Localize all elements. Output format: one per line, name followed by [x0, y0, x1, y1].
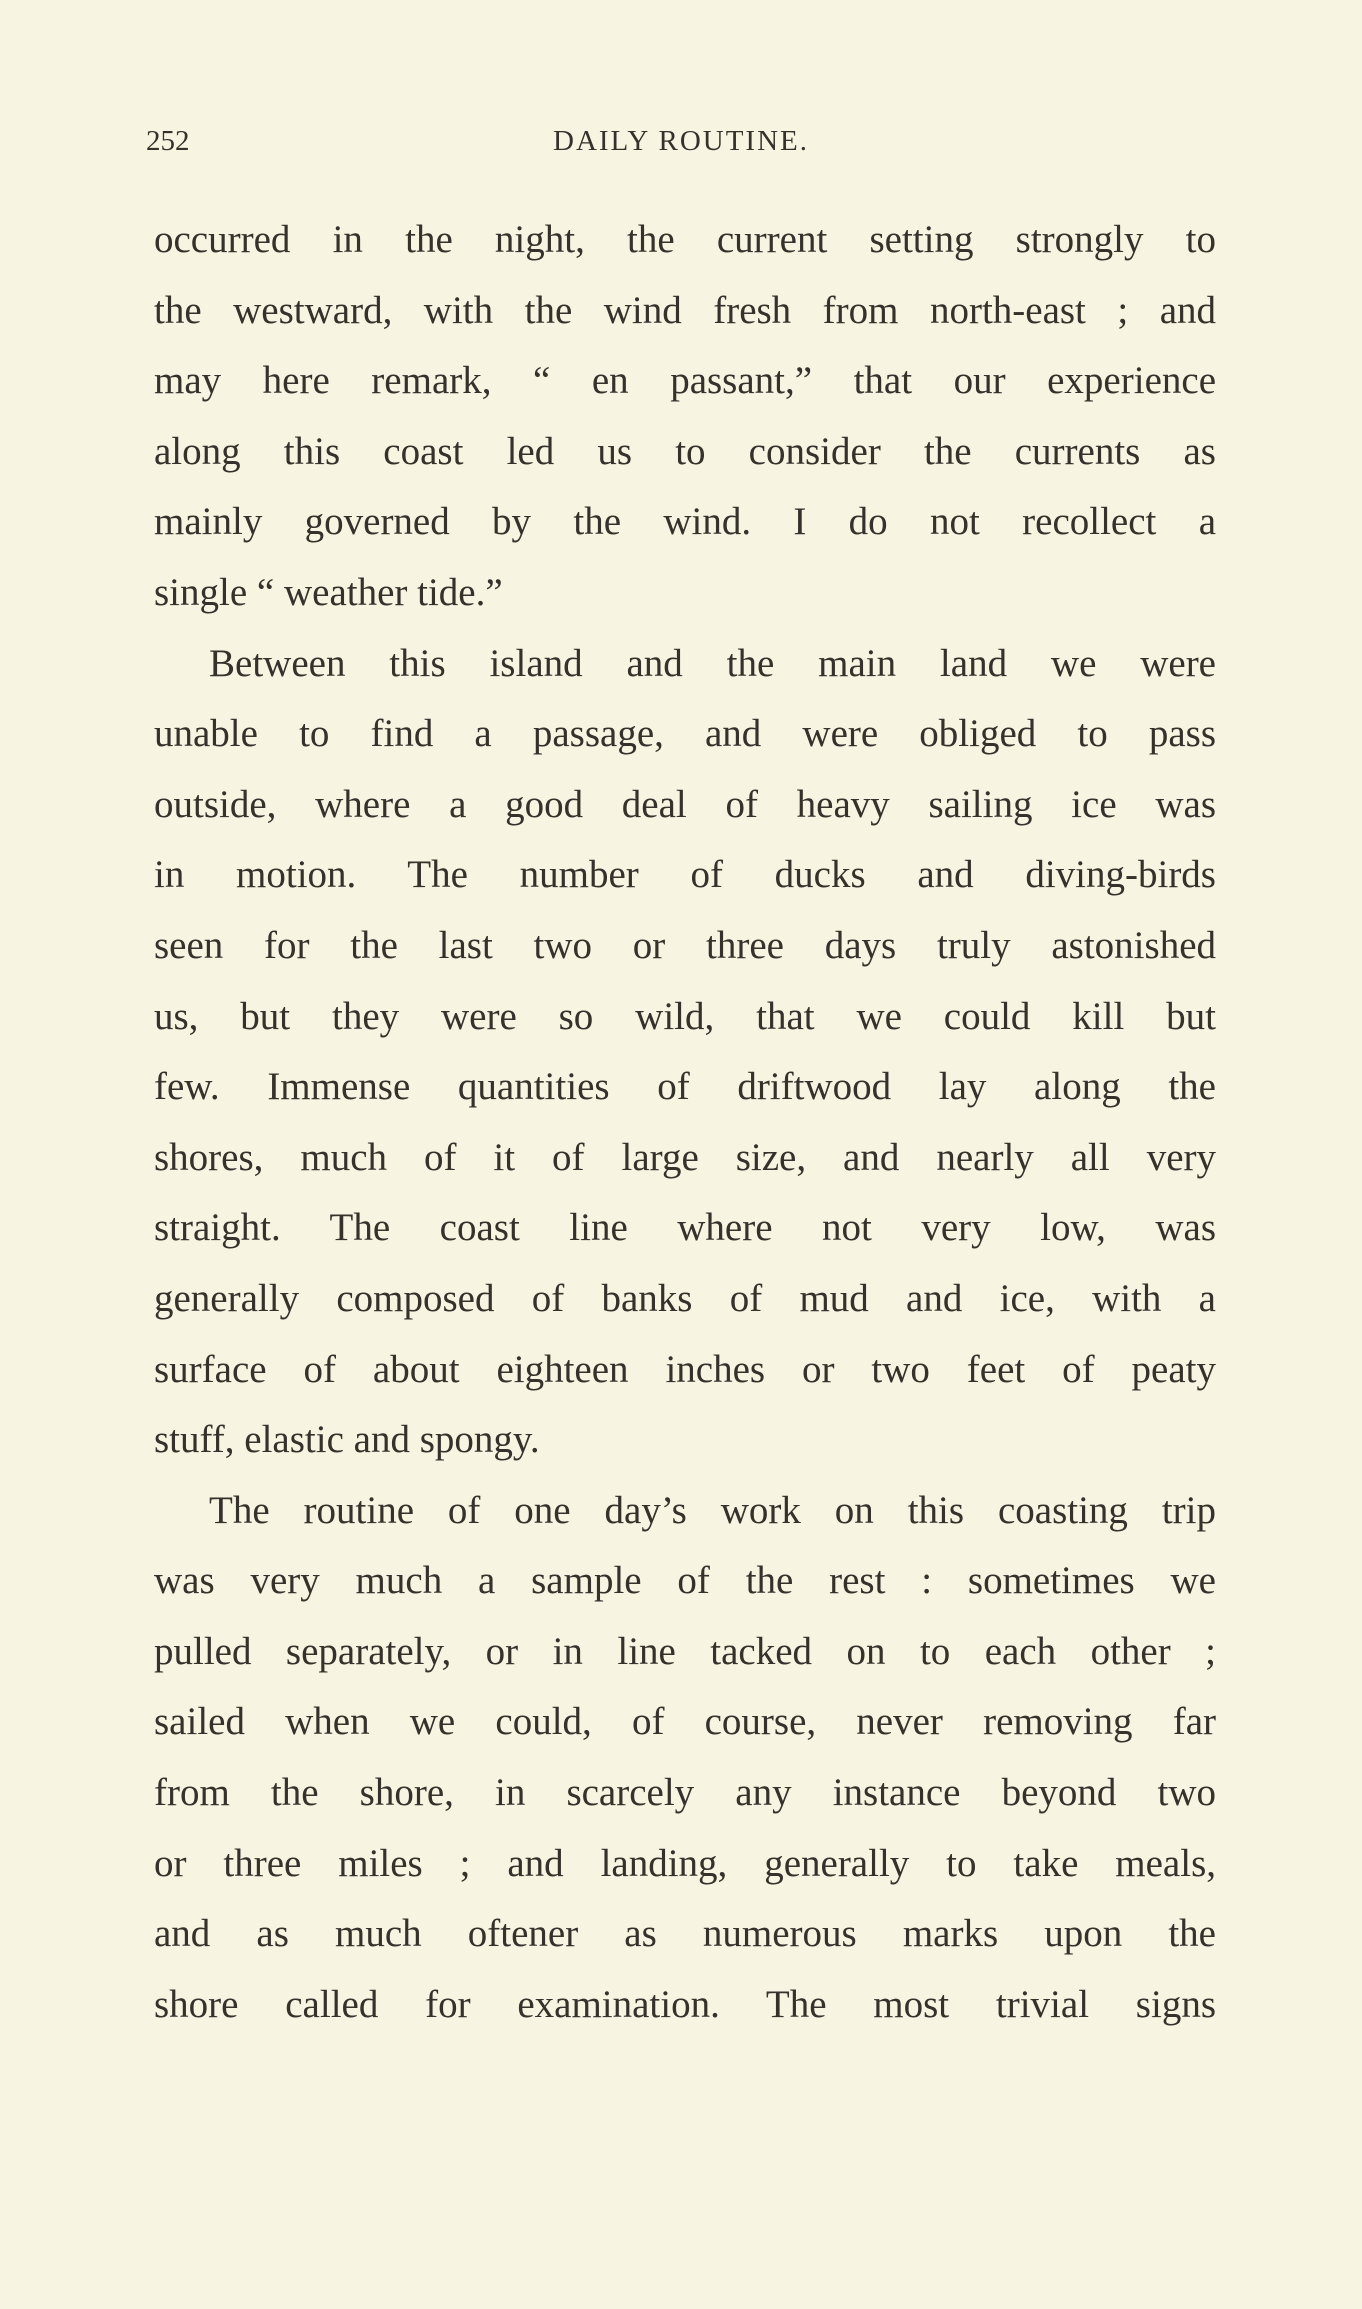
text-line: pulled separately, or in line tacked on to each other ;: [154, 1629, 1216, 1673]
text-line: or three miles ; and landing, generally to take meals,: [154, 1841, 1216, 1885]
text-line: shore called for examination. The most trivial signs: [154, 1982, 1216, 2026]
text-line: us, but they were so wild, that we could kill but: [154, 994, 1216, 1038]
body-text: [154, 215, 1216, 2050]
text-line: generally composed of banks of mud and ice, with a: [154, 1276, 1216, 1320]
page-header: [146, 125, 1216, 165]
text-line: surface of about eighteen inches or two feet of peaty: [154, 1347, 1216, 1391]
text-line: shores, much of it of large size, and nearly all very: [154, 1135, 1216, 1179]
text-line: Between this island and the main land we were: [209, 641, 1216, 685]
text-line: seen for the last two or three days truly astonished: [154, 923, 1216, 967]
text-line: along this coast led us to consider the currents as: [154, 429, 1216, 473]
text-line: unable to find a passage, and were obliged to pass: [154, 712, 1216, 756]
text-line: may here remark, “ en passant,” that our experience: [154, 359, 1216, 403]
text-line: stuff, elastic and spongy.: [154, 1418, 540, 1462]
text-line: the westward, with the wind fresh from north-east ; and: [154, 288, 1216, 332]
text-line: few. Immense quantities of driftwood lay along the: [154, 1065, 1216, 1109]
text-line: The routine of one day’s work on this coasting trip: [209, 1488, 1216, 1532]
text-line: straight. The coast line where not very low, was: [154, 1206, 1216, 1250]
page-number: 252: [146, 125, 190, 157]
text-line: single “ weather tide.”: [154, 570, 503, 614]
running-title: DAILY ROUTINE.: [553, 125, 809, 157]
text-line: and as much oftener as numerous marks upon the: [154, 1912, 1216, 1956]
text-line: sailed when we could, of course, never removing far: [154, 1700, 1216, 1744]
text-line: outside, where a good deal of heavy sailing ice was: [154, 782, 1216, 826]
text-line: was very much a sample of the rest : sometimes we: [154, 1559, 1216, 1603]
text-line: occurred in the night, the current setting strongly to: [154, 218, 1216, 261]
text-line: mainly governed by the wind. I do not recollect a: [154, 500, 1216, 544]
text-line: in motion. The number of ducks and diving-birds: [154, 853, 1216, 897]
text-line: from the shore, in scarcely any instance beyond two: [154, 1771, 1216, 1815]
